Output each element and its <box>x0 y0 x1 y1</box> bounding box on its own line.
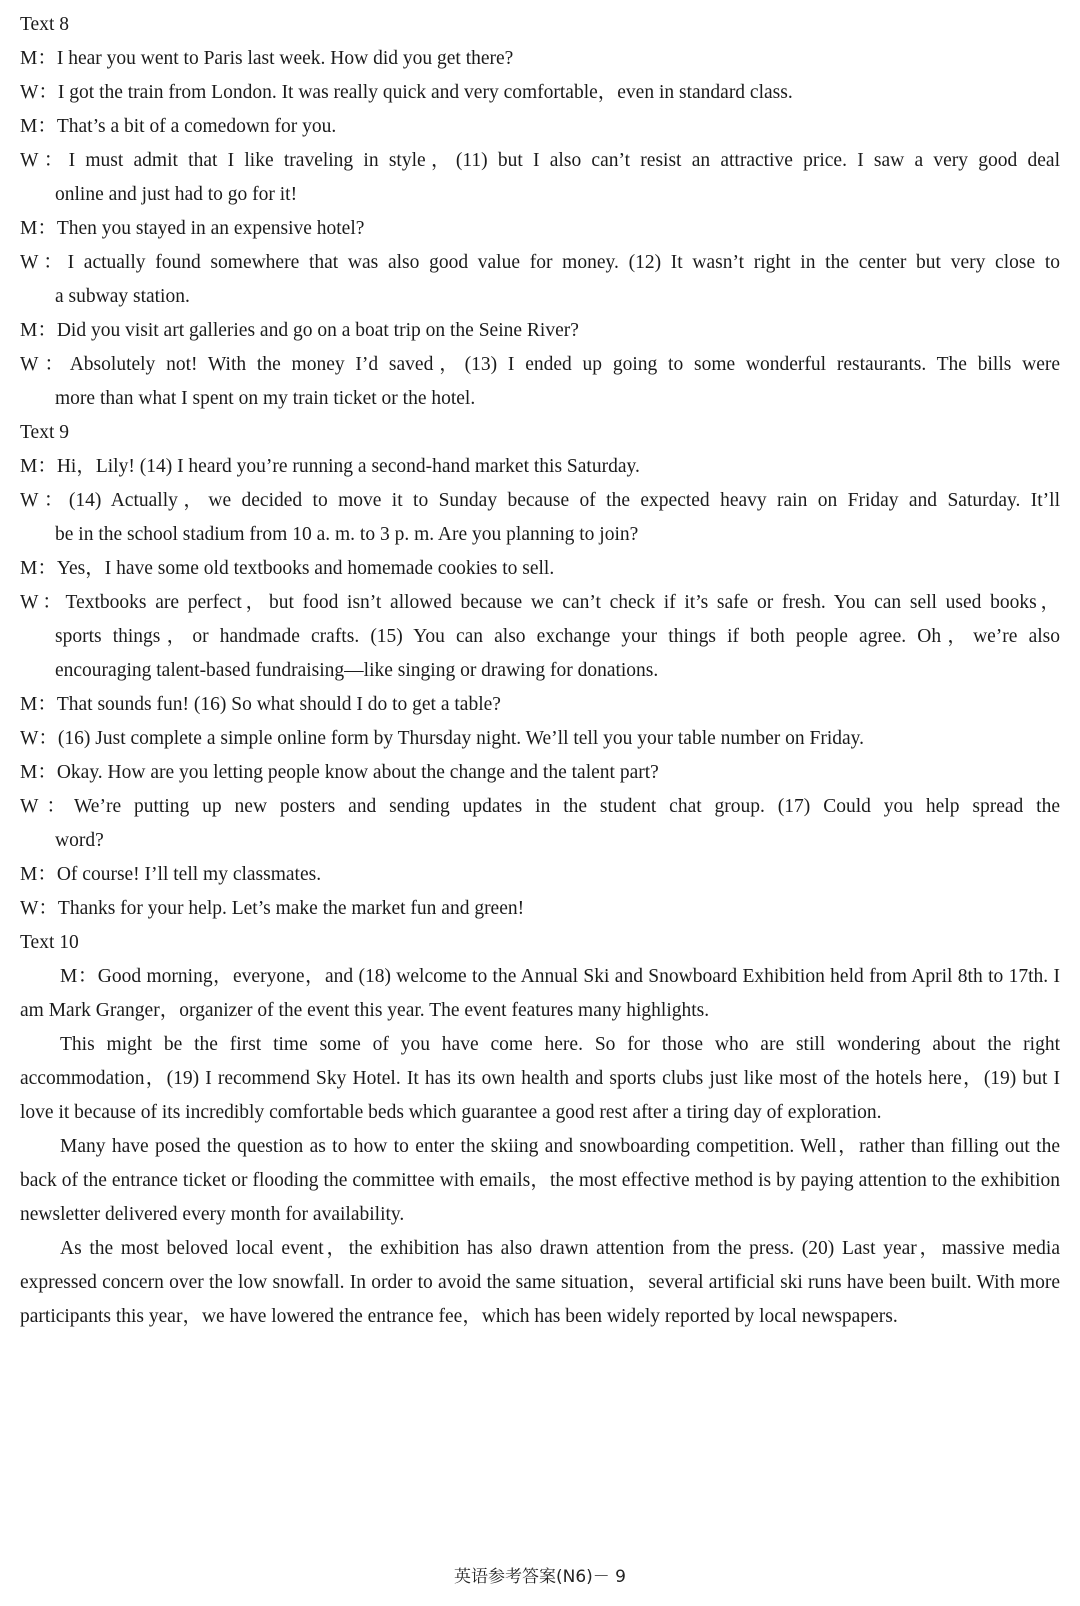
text8-heading: Text 8 <box>20 14 69 35</box>
text8-line: W：Absolutely not! With the money I’d saved，(13) I ended up going to some wonderful restaurants. The bills were <box>20 354 1060 375</box>
text9-line: W：We’re putting up new posters and sending updates in the student chat group. (17) Could you help spread the <box>20 796 1060 817</box>
text8-line: M：That’s a bit of a comedown for you. <box>20 116 337 137</box>
text9-line: M：That sounds fun! (16) So what should I do to get a table? <box>20 694 501 715</box>
text9-line: be in the school stadium from 10 a. m. to 3 p. m. Are you planning to join? <box>55 524 639 545</box>
text9-heading: Text 9 <box>20 422 69 443</box>
text10-paragraph: As the most beloved local event，the exhibition has also drawn attention from the press. (20) Last year，massive media expressed concern over the low snowfall. In order to avoid the same situation，several artificial ski runs have been built. With more participants this year，we have lowered the entrance fee，which has been widely reported by local newspapers. <box>20 1238 1060 1327</box>
text10-paragraph: M：Good morning，everyone，and (18) welcome to the Annual Ski and Snowboard Exhibition held from April 8th to 17th. I am Mark Granger，organizer of the event this year. The event features many highlights. <box>20 966 1060 1021</box>
text10-paragraph: This might be the first time some of you have come here. So for those who are still wondering about the right accommodation，(19) I recommend Sky Hotel. It has its own health and sports clubs just like most of the hotels here，(19) but I love it because of its incredibly comfortable beds which guarantee a good rest after a tiring day of exploration. <box>20 1034 1060 1123</box>
text9-line: sports things，or handmade crafts. (15) You can also exchange your things if both people agree. Oh，we’re also <box>55 626 1060 647</box>
text9-line: W：Thanks for your help. Let’s make the market fun and green! <box>20 898 525 919</box>
text9-line: M：Okay. How are you letting people know about the change and the talent part? <box>20 762 659 783</box>
text8-line: online and just had to go for it! <box>55 184 298 205</box>
text8-line: M：I hear you went to Paris last week. How did you get there? <box>20 48 514 69</box>
text8-line: M：Then you stayed in an expensive hotel? <box>20 218 365 239</box>
text9-line: W：(14) Actually，we decided to move it to Sunday because of the expected heavy rain on Friday and Saturday. It’ll <box>20 490 1060 511</box>
text8-line: W：I must admit that I like traveling in style，(11) but I also can’t resist an attractive price. I saw a very good deal <box>20 150 1060 171</box>
text8-line: W：I got the train from London. It was really quick and very comfortable，even in standard class. <box>20 82 793 103</box>
text9-line: M：Yes，I have some old textbooks and homemade cookies to sell. <box>20 558 555 579</box>
text9-line: W：(16) Just complete a simple online form by Thursday night. We’ll tell you your table number on Friday. <box>20 728 864 749</box>
page-footer: 英语参考答案(N6)－ 9 <box>453 1567 627 1587</box>
text8-line: a subway station. <box>55 286 190 307</box>
text9-line: encouraging talent-based fundraising—like singing or drawing for donations. <box>55 660 659 681</box>
text9-line: word? <box>55 830 104 851</box>
text9-line: M：Of course! I’ll tell my classmates. <box>20 864 322 885</box>
text8-line: M：Did you visit art galleries and go on a boat trip on the Seine River? <box>20 320 579 341</box>
text9-line: W：Textbooks are perfect，but food isn’t allowed because we can’t check if it’s safe or fresh. You can sell used books， <box>20 592 1060 613</box>
text8-line: W：I actually found somewhere that was also good value for money. (12) It wasn’t right in the center but very close to <box>20 252 1060 273</box>
text10-paragraph: Many have posed the question as to how to enter the skiing and snowboarding competition. Well，rather than filling out the back of the entrance ticket or flooding the committee with emails，the most effective method is by paying attention to the exhibition newsletter delivered every month for availability. <box>20 1136 1060 1225</box>
text8-line: more than what I spent on my train ticket or the hotel. <box>55 388 476 409</box>
text9-line: M：Hi，Lily! (14) I heard you’re running a second-hand market this Saturday. <box>20 456 640 477</box>
text10-heading: Text 10 <box>20 932 79 953</box>
answer-key-content <box>20 8 1060 1334</box>
